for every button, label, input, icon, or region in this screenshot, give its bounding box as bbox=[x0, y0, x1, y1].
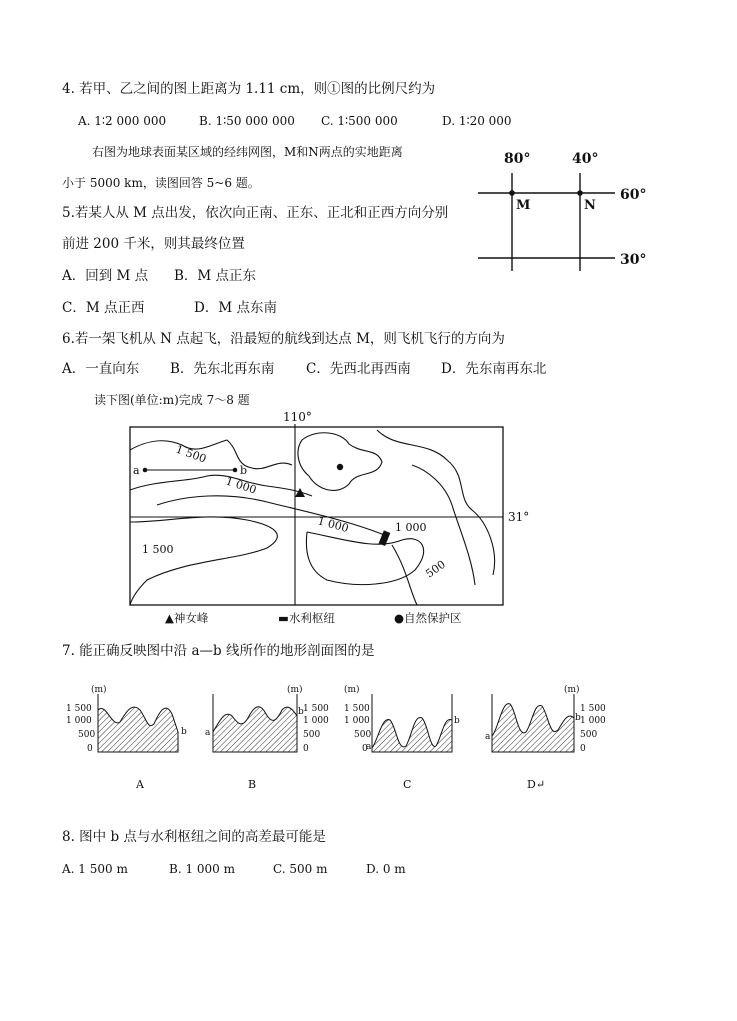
panel-label-d: D↵ bbox=[527, 778, 546, 791]
lon-110-label: 110° bbox=[283, 410, 312, 424]
panel-label-b: B bbox=[248, 778, 257, 791]
profile-panel-a bbox=[66, 684, 187, 791]
profile-options bbox=[60, 680, 620, 792]
unit-label: (m) bbox=[344, 685, 360, 695]
contour-line bbox=[130, 440, 292, 469]
lat-lon-grid-figure bbox=[470, 145, 670, 275]
profile-panel-b bbox=[205, 684, 329, 791]
tick-500: 500 bbox=[303, 730, 321, 740]
q6-option-d: D．先东南再东北 bbox=[441, 361, 547, 377]
contour-line bbox=[157, 496, 387, 536]
legend-nature-reserve: ●自然保护区 bbox=[394, 611, 462, 625]
tick-0: 0 bbox=[362, 744, 368, 754]
profile-panel-c bbox=[344, 684, 460, 791]
q6-option-c: C．先西北再西南 bbox=[306, 361, 411, 377]
lat-31-label: 31° bbox=[508, 510, 530, 524]
tick-1000: 1 000 bbox=[66, 716, 92, 726]
tick-1500: 1 500 bbox=[66, 704, 92, 714]
q8-option-d: D. 0 m bbox=[366, 862, 406, 876]
tick-0: 0 bbox=[87, 744, 93, 754]
tick-0: 0 bbox=[580, 744, 586, 754]
tick-1500: 1 500 bbox=[580, 704, 606, 714]
point-n-label: N bbox=[584, 198, 596, 213]
nature-reserve-marker bbox=[337, 464, 343, 470]
panel-label-a: A bbox=[136, 778, 144, 791]
contour-line bbox=[298, 433, 382, 491]
topographic-map bbox=[127, 410, 530, 630]
contour-line bbox=[130, 475, 312, 496]
unit-label: (m) bbox=[564, 685, 580, 695]
contour-label: 1 000 bbox=[316, 514, 351, 536]
q8-option-a: A. 1 500 m bbox=[62, 862, 128, 876]
profile-curve bbox=[492, 704, 574, 752]
panel-label-c: C bbox=[403, 778, 412, 791]
q6-option-a: A．一直向东 bbox=[62, 361, 140, 377]
contour-label: 500 bbox=[423, 557, 448, 581]
q4-option-d: D. 1∶20 000 bbox=[442, 114, 512, 128]
q5-option-c: C．M 点正西 bbox=[62, 300, 145, 316]
tick-500: 500 bbox=[78, 730, 96, 740]
tick-500: 500 bbox=[354, 730, 372, 740]
point-b-marker bbox=[233, 468, 238, 473]
contour-line bbox=[377, 430, 495, 575]
profile-curve bbox=[213, 707, 297, 752]
shennv-peak-marker bbox=[295, 488, 305, 497]
q7-stem: 7. 能正确反映图中沿 a—b 线所作的地形剖面图的是 bbox=[62, 643, 375, 659]
contour-label: 1 500 bbox=[142, 543, 174, 556]
q5-option-b: B．M 点正东 bbox=[174, 268, 257, 284]
q6-stem: 6.若一架飞机从 N 点起飞，沿最短的航线到达点 M，则飞机飞行的方向为 bbox=[62, 331, 505, 347]
q4-option-a: A. 1∶2 000 000 bbox=[78, 114, 167, 128]
a-label: a bbox=[485, 732, 491, 742]
point-a-marker bbox=[143, 468, 148, 473]
legend-shennv-peak: ▲神女峰 bbox=[165, 611, 209, 625]
lat-60-label: 60° bbox=[620, 187, 647, 203]
point-m-label: M bbox=[516, 198, 531, 213]
a-label: a bbox=[205, 728, 211, 738]
tick-1500: 1 500 bbox=[303, 704, 329, 714]
unit-label: (m) bbox=[91, 685, 107, 695]
river bbox=[392, 545, 417, 605]
lon-80-label: 80° bbox=[504, 151, 531, 167]
point-b-label: b bbox=[240, 464, 248, 477]
b-label: b bbox=[454, 716, 460, 726]
intro-7-8: 读下图(单位:m)完成 7～8 题 bbox=[94, 393, 250, 407]
b-label: b bbox=[181, 727, 187, 737]
q8-option-c: C. 500 m bbox=[273, 862, 328, 876]
tick-1000: 1 000 bbox=[303, 716, 329, 726]
tick-1500: 1 500 bbox=[344, 704, 370, 714]
intro-5-6-line2: 小于 5000 km，读图回答 5~6 题。 bbox=[62, 176, 260, 190]
tick-500: 500 bbox=[580, 730, 598, 740]
point-m-marker bbox=[509, 190, 515, 196]
q6-option-b: B．先东北再东南 bbox=[170, 361, 275, 377]
q5-stem-line2: 前进 200 千米，则其最终位置 bbox=[62, 236, 245, 252]
tick-1000: 1 000 bbox=[580, 716, 606, 726]
q8-stem: 8. 图中 b 点与水利枢纽之间的高差最可能是 bbox=[62, 829, 326, 845]
unit-label: (m) bbox=[287, 685, 303, 695]
legend-dam: ▬水利枢纽 bbox=[278, 611, 335, 625]
a-label: a bbox=[366, 742, 372, 752]
q4-stem: 4. 若甲、乙之间的图上距离为 1.11 cm，则①图的比例尺约为 bbox=[62, 81, 436, 97]
q5-stem-line1: 5.若某人从 M 点出发，依次向正南、正东、正北和正西方向分别 bbox=[62, 205, 449, 221]
point-n-marker bbox=[577, 190, 583, 196]
q4-option-c: C. 1∶500 000 bbox=[321, 114, 398, 128]
q8-option-b: B. 1 000 m bbox=[169, 862, 235, 876]
profile-curve bbox=[372, 718, 452, 752]
q5-option-d: D．M 点东南 bbox=[194, 300, 277, 316]
q5-option-a: A．回到 M 点 bbox=[62, 268, 149, 284]
profile-panel-d bbox=[485, 684, 606, 791]
contour-line bbox=[130, 517, 277, 605]
lon-40-label: 40° bbox=[572, 151, 599, 167]
intro-5-6-line1: 右图为地球表面某区域的经纬网图，M和N两点的实地距离 bbox=[92, 145, 403, 159]
tick-0: 0 bbox=[303, 744, 309, 754]
lat-30-label: 30° bbox=[620, 252, 647, 268]
profile-curve bbox=[98, 707, 178, 752]
contour-label: 1 500 bbox=[173, 442, 209, 466]
contour-label: 1 000 bbox=[224, 474, 259, 497]
tick-1000: 1 000 bbox=[344, 716, 370, 726]
q4-option-b: B. 1∶50 000 000 bbox=[199, 114, 295, 128]
b-label: b bbox=[575, 713, 581, 723]
point-a-label: a bbox=[133, 464, 140, 477]
contour-label: 1 000 bbox=[395, 521, 427, 534]
b-label: b bbox=[298, 707, 304, 717]
